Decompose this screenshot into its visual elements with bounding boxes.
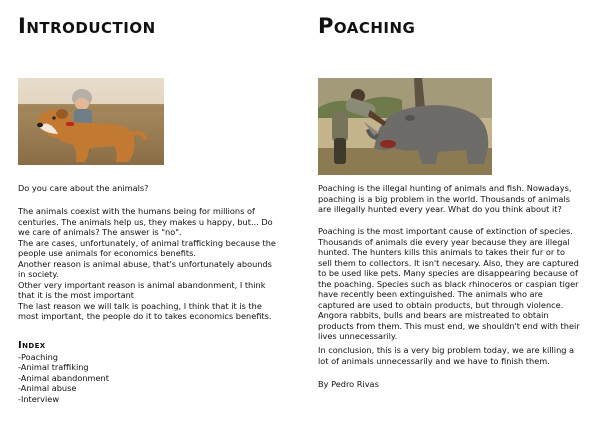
introduction-title: Introduction (18, 14, 156, 38)
poaching-paragraph-1: Poaching is the illegal hunting of animals and fish. Nowadays, poaching is a big problem in the world. Thousands of animals are illegally hunted every year. What do you think about it? (318, 183, 572, 214)
intro-question: Do you care about the animals? (18, 183, 149, 193)
index-item: -Animal abandonment (18, 372, 109, 383)
index-list (18, 352, 109, 404)
poaching-title: Poaching (318, 14, 416, 38)
poaching-paragraph-2: Poaching is the most important cause of extinction of species. Thousands of animals die every year because they are illegal hunted. The hunters kills this animals to takes their fur or to sell them to collectors. It isn't necesary. Also, they are captured to be used like pets. Many species are disappearing because of the poaching. Species such as black rhinoceros or caspian tiger have recently been extinguished. The animals who are captured are used to obtain products, but through violence. Angora rabbits, bulls and bears are mistreated to obtain products from them. This must end, we shouldn't end with their lives unnecessarily. (318, 226, 580, 341)
index-item: -Animal traffiking (18, 362, 89, 373)
index-item: -Interview (18, 393, 60, 404)
intro-paragraph: The animals coexist with the humans being for millions of centuries. The animals help us, they makes u happy, but... Do we care of animals? The answer is "no". The are cases, unfortunately, of animal trafficking because the people use animals for economics benefits. Another reason is animal abuse, that's unfortunately abounds in society. Other very important reason is animal abandonment, I think that it is the most important The last reason we will talk is poaching, I think that it is the most important, the people do it to takes economics benefits. (18, 206, 276, 321)
rhino-poaching-photo (318, 78, 492, 175)
author-credit: By Pedro Rivas (318, 379, 379, 389)
index-item: -Animal abuse (18, 383, 77, 394)
dog-child-photo (18, 78, 164, 165)
index-item: -Poaching (18, 352, 58, 362)
index-title: Index (18, 340, 46, 351)
poaching-paragraph-3: In conclusion, this is a very big problem today, we are killing a lot of animals unnecessarily and we have to finish them. (318, 345, 575, 366)
